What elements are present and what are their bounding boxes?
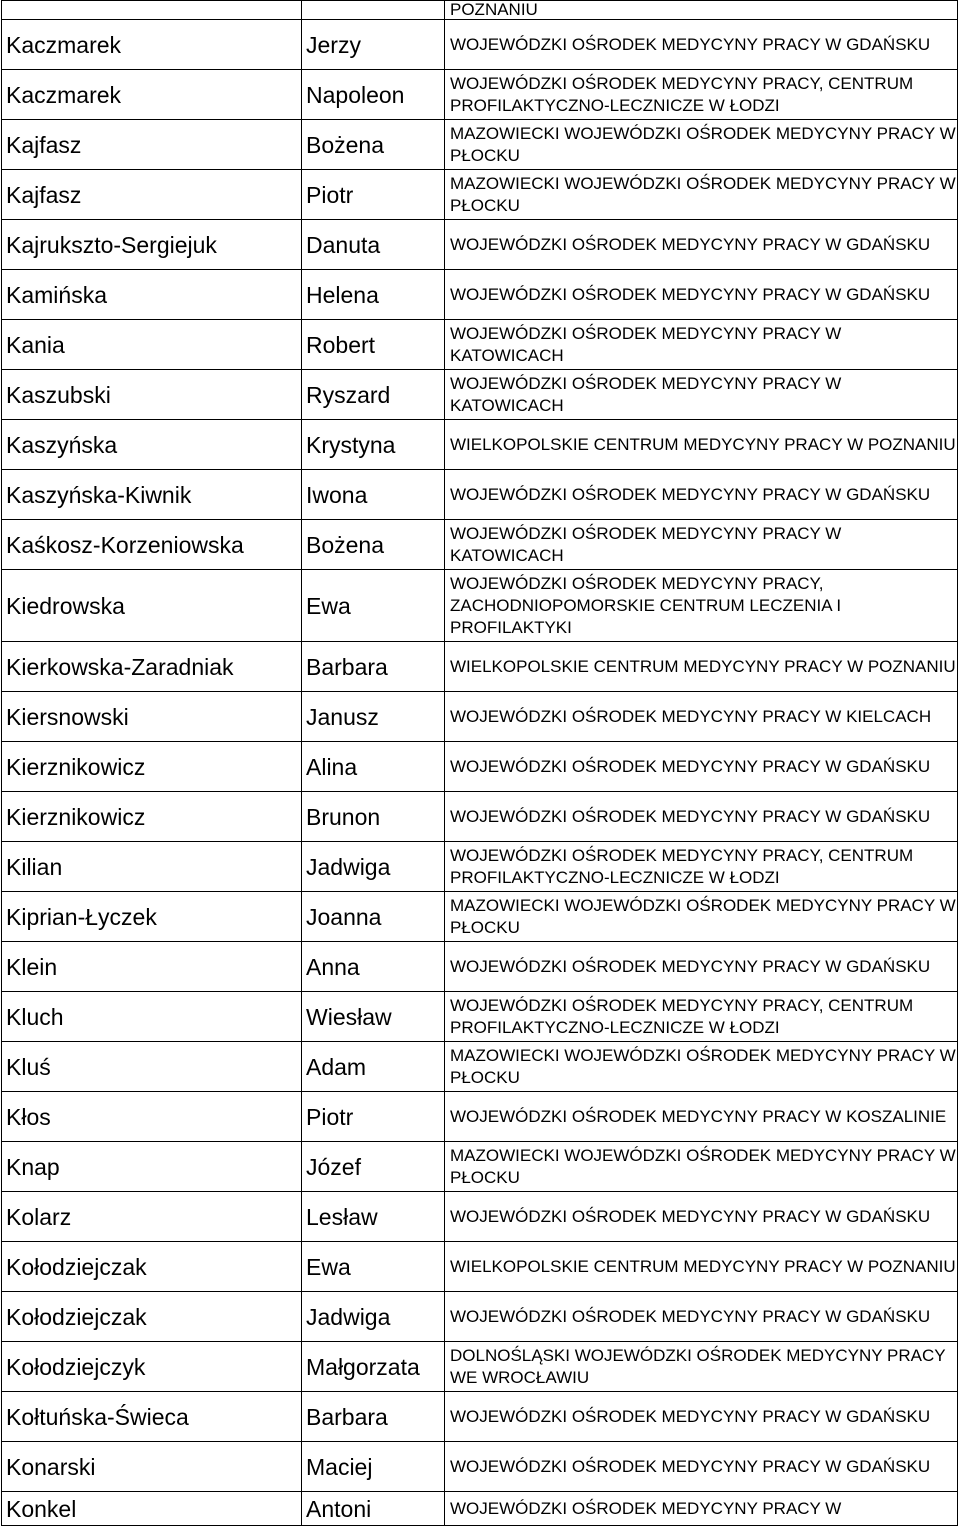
table-row <box>2 1242 958 1292</box>
last-name-cell: Kołodziejczyk <box>2 1342 302 1392</box>
first-name-cell: Piotr <box>302 170 445 220</box>
last-name-cell: Kierznikowicz <box>2 792 302 842</box>
institution-cell: WOJEWÓDZKI OŚRODEK MEDYCYNY PRACY W GDAŃSKU <box>445 220 958 270</box>
last-name-cell: Kiersnowski <box>2 692 302 742</box>
first-name-cell: Piotr <box>302 1092 445 1142</box>
table-row <box>2 1092 958 1142</box>
last-name-cell: Kierznikowicz <box>2 742 302 792</box>
last-name-cell: Konkel <box>2 1492 302 1526</box>
table-row <box>2 220 958 270</box>
table-row <box>2 742 958 792</box>
institution-cell: MAZOWIECKI WOJEWÓDZKI OŚRODEK MEDYCYNY PRACY W PŁOCKU <box>445 1042 958 1092</box>
institution-cell: WOJEWÓDZKI OŚRODEK MEDYCYNY PRACY, CENTRUM PROFILAKTYCZNO-LECZNICZE W ŁODZI <box>445 842 958 892</box>
table-row <box>2 1192 958 1242</box>
table-row <box>2 420 958 470</box>
last-name-cell: Kajfasz <box>2 170 302 220</box>
institution-cell: WOJEWÓDZKI OŚRODEK MEDYCYNY PRACY, ZACHODNIOPOMORSKIE CENTRUM LECZENIA I PROFILAKTYKI <box>445 570 958 642</box>
first-name-cell: Iwona <box>302 470 445 520</box>
last-name-cell: Knap <box>2 1142 302 1192</box>
table-row <box>2 570 958 642</box>
first-name-cell: Ryszard <box>302 370 445 420</box>
first-name-cell: Wiesław <box>302 992 445 1042</box>
last-name-cell: Kania <box>2 320 302 370</box>
table-row <box>2 520 958 570</box>
table-row <box>2 1442 958 1492</box>
first-name-cell: Barbara <box>302 1392 445 1442</box>
institution-cell: WOJEWÓDZKI OŚRODEK MEDYCYNY PRACY W GDAŃSKU <box>445 1192 958 1242</box>
institution-cell: WOJEWÓDZKI OŚRODEK MEDYCYNY PRACY W KATOWICACH <box>445 320 958 370</box>
last-name-cell: Kłos <box>2 1092 302 1142</box>
first-name-cell: Adam <box>302 1042 445 1092</box>
institution-cell: POZNANIU <box>445 1 958 20</box>
institution-cell: WIELKOPOLSKIE CENTRUM MEDYCYNY PRACY W POZNANIU <box>445 1242 958 1292</box>
last-name-cell: Kołodziejczak <box>2 1242 302 1292</box>
institution-cell: DOLNOŚLĄSKI WOJEWÓDZKI OŚRODEK MEDYCYNY PRACY WE WROCŁAWIU <box>445 1342 958 1392</box>
table-row <box>2 992 958 1042</box>
last-name-cell: Kajfasz <box>2 120 302 170</box>
last-name-cell: Kaśkosz-Korzeniowska <box>2 520 302 570</box>
last-name-cell: Konarski <box>2 1442 302 1492</box>
institution-cell: MAZOWIECKI WOJEWÓDZKI OŚRODEK MEDYCYNY PRACY W PŁOCKU <box>445 170 958 220</box>
institution-cell: MAZOWIECKI WOJEWÓDZKI OŚRODEK MEDYCYNY PRACY W PŁOCKU <box>445 892 958 942</box>
table-row <box>2 270 958 320</box>
first-name-cell: Ewa <box>302 1242 445 1292</box>
table-row <box>2 170 958 220</box>
last-name-cell: Kluś <box>2 1042 302 1092</box>
table-row <box>2 1142 958 1192</box>
staff-table <box>1 0 958 1526</box>
last-name-cell: Kiedrowska <box>2 570 302 642</box>
first-name-cell: Napoleon <box>302 70 445 120</box>
first-name-cell: Lesław <box>302 1192 445 1242</box>
first-name-cell: Jerzy <box>302 20 445 70</box>
first-name-cell: Krystyna <box>302 420 445 470</box>
first-name-cell: Małgorzata <box>302 1342 445 1392</box>
institution-cell: WOJEWÓDZKI OŚRODEK MEDYCYNY PRACY W KATOWICACH <box>445 370 958 420</box>
table-row <box>2 370 958 420</box>
table-row <box>2 792 958 842</box>
first-name-cell: Antoni <box>302 1492 445 1526</box>
table-row <box>2 842 958 892</box>
first-name-cell: Joanna <box>302 892 445 942</box>
first-name-cell: Bożena <box>302 120 445 170</box>
table-row <box>2 470 958 520</box>
table-row <box>2 1392 958 1442</box>
first-name-cell: Józef <box>302 1142 445 1192</box>
institution-cell: WOJEWÓDZKI OŚRODEK MEDYCYNY PRACY W KOSZALINIE <box>445 1092 958 1142</box>
first-name-cell: Jadwiga <box>302 842 445 892</box>
last-name-cell: Kaszyńska-Kiwnik <box>2 470 302 520</box>
institution-cell: WOJEWÓDZKI OŚRODEK MEDYCYNY PRACY W GDAŃSKU <box>445 792 958 842</box>
institution-cell: MAZOWIECKI WOJEWÓDZKI OŚRODEK MEDYCYNY PRACY W PŁOCKU <box>445 1142 958 1192</box>
institution-cell: WOJEWÓDZKI OŚRODEK MEDYCYNY PRACY W GDAŃSKU <box>445 1392 958 1442</box>
institution-cell: WOJEWÓDZKI OŚRODEK MEDYCYNY PRACY W GDAŃSKU <box>445 20 958 70</box>
first-name-cell: Jadwiga <box>302 1292 445 1342</box>
institution-cell: WOJEWÓDZKI OŚRODEK MEDYCYNY PRACY W GDAŃSKU <box>445 470 958 520</box>
table-row <box>2 320 958 370</box>
table-row <box>2 20 958 70</box>
first-name-cell: Ewa <box>302 570 445 642</box>
last-name-cell: Kołodziejczak <box>2 1292 302 1342</box>
table-row <box>2 892 958 942</box>
last-name-cell: Kolarz <box>2 1192 302 1242</box>
first-name-cell: Maciej <box>302 1442 445 1492</box>
institution-cell: WIELKOPOLSKIE CENTRUM MEDYCYNY PRACY W POZNANIU <box>445 642 958 692</box>
last-name-cell: Kilian <box>2 842 302 892</box>
last-name-cell: Kajrukszto-Sergiejuk <box>2 220 302 270</box>
institution-cell: WOJEWÓDZKI OŚRODEK MEDYCYNY PRACY, CENTRUM PROFILAKTYCZNO-LECZNICZE W ŁODZI <box>445 992 958 1042</box>
table-row <box>2 70 958 120</box>
institution-cell: WIELKOPOLSKIE CENTRUM MEDYCYNY PRACY W POZNANIU <box>445 420 958 470</box>
first-name-cell: Robert <box>302 320 445 370</box>
last-name-cell: Kaszubski <box>2 370 302 420</box>
first-name-cell: Danuta <box>302 220 445 270</box>
institution-cell: WOJEWÓDZKI OŚRODEK MEDYCYNY PRACY W KATOWICACH <box>445 520 958 570</box>
table-row <box>2 642 958 692</box>
first-name-cell: Anna <box>302 942 445 992</box>
institution-cell: WOJEWÓDZKI OŚRODEK MEDYCYNY PRACY, CENTRUM PROFILAKTYCZNO-LECZNICZE W ŁODZI <box>445 70 958 120</box>
institution-cell: WOJEWÓDZKI OŚRODEK MEDYCYNY PRACY W KIELCACH <box>445 692 958 742</box>
institution-cell: WOJEWÓDZKI OŚRODEK MEDYCYNY PRACY W GDAŃSKU <box>445 742 958 792</box>
last-name-cell: Klein <box>2 942 302 992</box>
first-name-cell: Brunon <box>302 792 445 842</box>
table-row <box>2 1342 958 1392</box>
last-name-cell: Kaczmarek <box>2 70 302 120</box>
last-name-cell: Kołtuńska-Świeca <box>2 1392 302 1442</box>
last-name-cell: Kiprian-Łyczek <box>2 892 302 942</box>
institution-cell: MAZOWIECKI WOJEWÓDZKI OŚRODEK MEDYCYNY PRACY W PŁOCKU <box>445 120 958 170</box>
first-name-cell: Barbara <box>302 642 445 692</box>
table-row <box>2 692 958 742</box>
last-name-cell: Kaczmarek <box>2 20 302 70</box>
last-name-cell: Kluch <box>2 992 302 1042</box>
first-name-cell: Bożena <box>302 520 445 570</box>
institution-cell: WOJEWÓDZKI OŚRODEK MEDYCYNY PRACY W GDAŃSKU <box>445 1442 958 1492</box>
table-row <box>2 1042 958 1092</box>
last-name-cell: Kierkowska-Zaradniak <box>2 642 302 692</box>
table-row <box>2 942 958 992</box>
first-name-cell: Helena <box>302 270 445 320</box>
first-name-cell: Janusz <box>302 692 445 742</box>
last-name-cell <box>2 1 302 20</box>
last-name-cell: Kamińska <box>2 270 302 320</box>
table-row-continued <box>2 1 958 20</box>
table-row <box>2 1292 958 1342</box>
institution-cell: WOJEWÓDZKI OŚRODEK MEDYCYNY PRACY W GDAŃSKU <box>445 1292 958 1342</box>
table-row <box>2 120 958 170</box>
institution-cell: WOJEWÓDZKI OŚRODEK MEDYCYNY PRACY W <box>445 1492 958 1526</box>
first-name-cell: Alina <box>302 742 445 792</box>
table-row <box>2 1492 958 1526</box>
first-name-cell <box>302 1 445 20</box>
last-name-cell: Kaszyńska <box>2 420 302 470</box>
institution-cell: WOJEWÓDZKI OŚRODEK MEDYCYNY PRACY W GDAŃSKU <box>445 942 958 992</box>
institution-cell: WOJEWÓDZKI OŚRODEK MEDYCYNY PRACY W GDAŃSKU <box>445 270 958 320</box>
